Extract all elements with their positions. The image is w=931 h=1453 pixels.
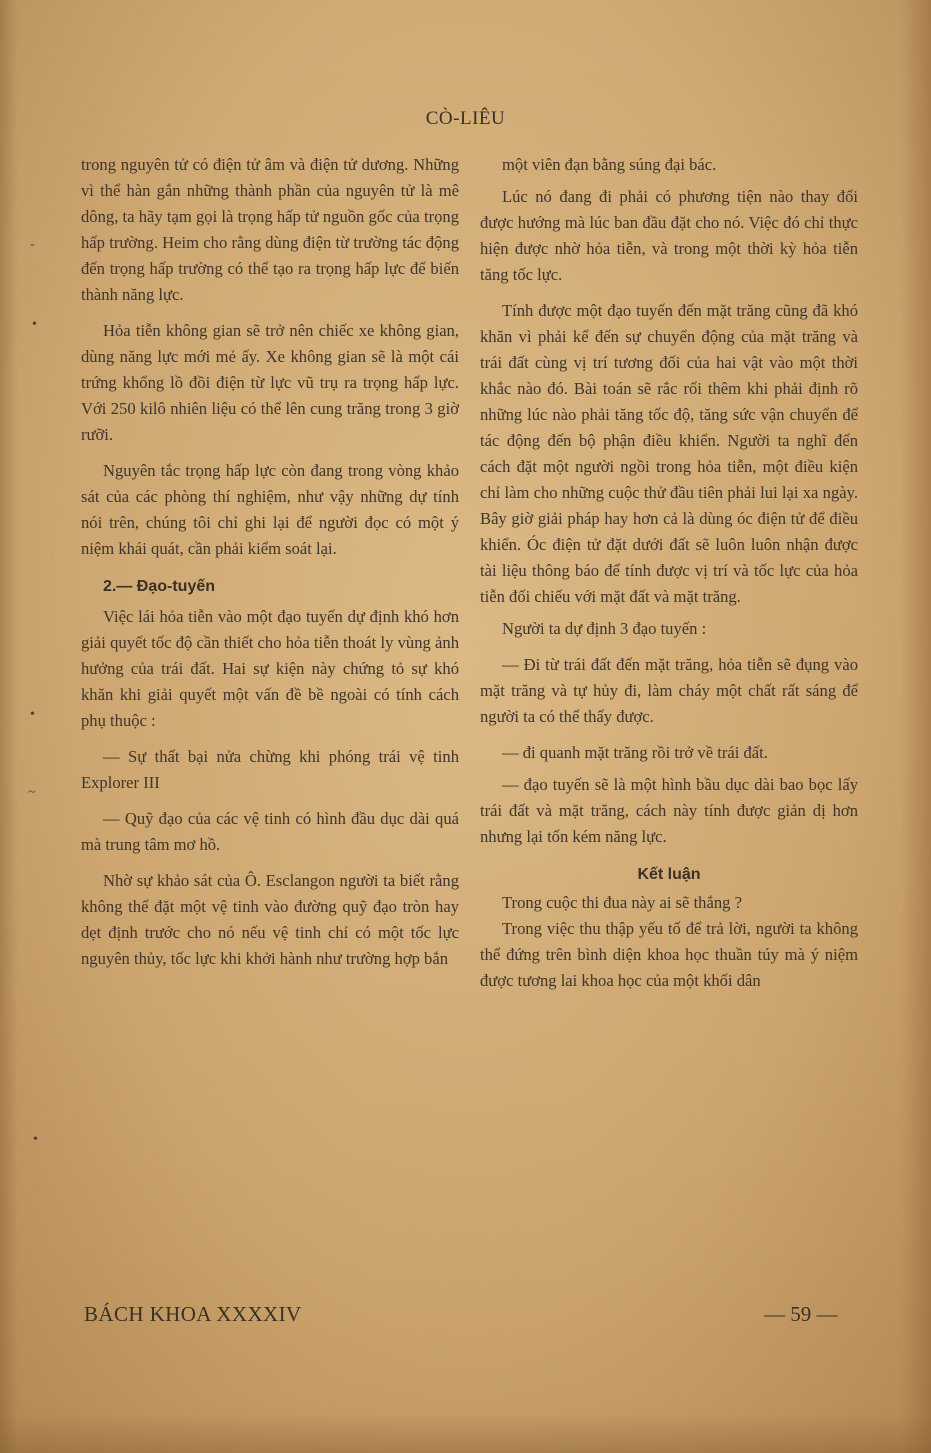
footer-publication: BÁCH KHOA XXXXIV bbox=[84, 1302, 302, 1326]
margin-speck: • bbox=[32, 317, 37, 332]
bullet-paragraph: — Sự thất bại nửa chừng khi phóng trái vệ tinh Explorer III bbox=[81, 747, 459, 792]
bullet-paragraph: — đi quanh mặt trăng rồi trở về trái đất. bbox=[502, 743, 768, 762]
left-column bbox=[81, 152, 459, 1282]
paragraph: Người ta dự định 3 đạo tuyến : bbox=[502, 619, 707, 638]
paragraph: Trong việc thu thập yếu tố để trả lời, người ta không thể đứng trên bình diện khoa học thuần túy mà ý niệm được tương lai khoa học của một khối dân bbox=[480, 919, 858, 990]
right-column bbox=[480, 152, 858, 1282]
paragraph: Nguyên tắc trọng hấp lực còn đang trong vòng khảo sát của các phòng thí nghiệm, như vậy những dự tính nói trên, chúng tôi chỉ ghi lại để người đọc có một ý niệm khái quát, cần phải kiểm soát lại. bbox=[81, 461, 459, 558]
margin-speck: - bbox=[30, 237, 35, 252]
paragraph: Việc lái hỏa tiễn vào một đạo tuyến dự định khó hơn giải quyết tốc độ cần thiết cho hỏa tiễn thoát ly vùng ảnh hưởng của trái đất. Hai sự kiện này chứng tỏ sự khó khăn khi giải quyết một vấn đề bề ngoài có tính cách phụ thuộc : bbox=[81, 607, 459, 730]
running-head: CÒ-LIÊU bbox=[425, 108, 506, 129]
section-heading: 2.— Đạo-tuyến bbox=[103, 578, 216, 595]
paragraph: Lúc nó đang đi phải có phương tiện nào thay đổi được hướng mà lúc ban đầu đặt cho nó. Việc đó chỉ thực hiện được nhờ hỏa tiễn, và trong một thời kỳ hỏa tiễn tăng tốc lực. bbox=[480, 187, 858, 284]
bullet-paragraph: — đạo tuyến sẽ là một hình bầu dục dài bao bọc lấy trái đất và mặt trăng, cách này tính được giản dị hơn nhưng lại tốn kém năng lực. bbox=[480, 775, 858, 846]
page-edge-shadow-bottom bbox=[0, 1413, 931, 1453]
margin-speck: ~ bbox=[28, 785, 36, 800]
page-edge-shadow-left bbox=[0, 0, 18, 1453]
paragraph: Hỏa tiễn không gian sẽ trở nên chiếc xe không gian, dùng năng lực mới mẻ ấy. Xe không gian sẽ là một cái trứng khổng lồ đồi điện từ lực vũ trụ ra trọng hấp lực. Với 250 kilô nhiên liệu có thể lên cung trăng trong 3 giờ rưỡi. bbox=[81, 321, 459, 444]
bullet-paragraph: — Quỹ đạo của các vệ tinh có hình đầu dục dài quá mà trung tâm mơ hồ. bbox=[81, 809, 459, 854]
paragraph: Trong cuộc thi đua này ai sẽ thắng ? bbox=[502, 893, 742, 912]
paragraph: Nhờ sự khảo sát của Ô. Esclangon người ta biết rằng không thể đặt một vệ tinh vào đường quỹ đạo tròn hay dẹt định trước cho nó nếu vệ tinh chỉ có một tốc lực nguyên thủy, tốc lực khi khởi hành như trường hợp bắn bbox=[81, 871, 459, 968]
paragraph: trong nguyên tử có điện tử âm và điện tử dương. Những vì thể hàn gắn những thành phần của nguyên tử là mê dông, ta hãy tạm gọi là trọng hấp tử nguồn gốc của trọng hấp trường. Heim cho rằng dùng điện từ trường tác động đến trọng hấp trường có thể tạo ra trọng hấp lực để biến thành năng lực. bbox=[81, 155, 459, 304]
bullet-paragraph: — Đi từ trái đất đến mặt trăng, hỏa tiễn sẽ đụng vào mặt trăng và tự hủy đi, làm cháy một chất rất sáng để người ta có thể thấy được. bbox=[480, 655, 858, 726]
paragraph: một viên đạn bằng súng đại bác. bbox=[502, 155, 717, 174]
margin-speck: • bbox=[33, 1132, 38, 1147]
section-heading: Kết luận bbox=[637, 866, 701, 883]
paragraph: Tính được một đạo tuyến đến mặt trăng cũng đã khó khăn vì phải kể đến sự chuyển động của mặt trăng và trái đất cùng vị trí tương đối của hai vật vào một thời khắc nào đó. Bài toán sẽ rắc rối thêm khi phải định rõ những lúc nào phải tăng tốc độ, tăng sức vận chuyển để tác động đến bộ phận điều khiển. Người ta nghĩ đến cách đặt một người ngồi trong hỏa tiễn, một điều kiện chỉ làm cho những cuộc thử đầu tiên phải lui lại xa ngày. Bây giờ giải pháp hay hơn cả là dùng óc điện tử để điều khiển. Óc điện tử đặt dưới đất sẽ luôn luôn nhận được tài liệu thông báo để tính được vị trí và tốc lực của hỏa tiễn đối chiếu với mặt đất và mặt trăng. bbox=[480, 301, 858, 606]
page-edge-shadow-right bbox=[901, 0, 931, 1453]
page-number: — 59 — bbox=[764, 1302, 838, 1326]
margin-speck: • bbox=[30, 707, 35, 722]
